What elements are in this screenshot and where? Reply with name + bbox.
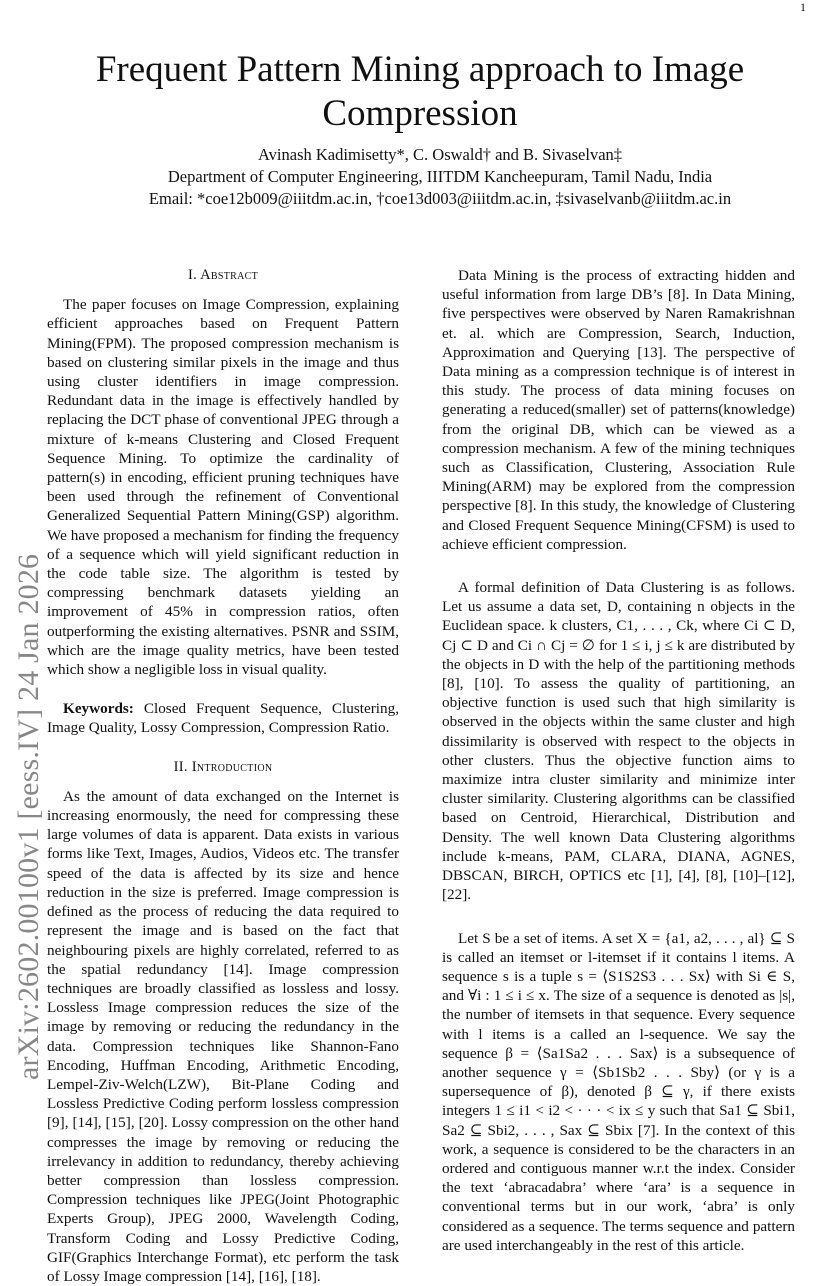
- arxiv-stamp: arXiv:2602.00100v1 [eess.IV] 24 Jan 2026: [12, 553, 45, 1080]
- abstract-heading: I. Abstract: [187, 267, 259, 283]
- author-block: [60, 144, 820, 210]
- clustering-paragraph: A formal definition of Data Clustering is as follows. Let us assume a data set, D, containing n objects in the Euclidean space. k clusters, C1, . . . , Ck, where Ci ⊂ D, Cj ⊂ D and Ci ∩ Cj = ∅ for 1 ≤ i, j ≤ k are distributed by the objects in D with the help of the partitioning methods [8], [10]. To assess the quality of partitioning, an objective function is used such that high similarity is observed in the objects within the same cluster and high dissimilarity is observed with respect to the objects in other clusters. Thus the objective function aims to maximize intra cluster similarity and minimize inter cluster similarity. Clustering algorithms can be classified based on Centroid, Hierarchical, Distribution and Density. The well known Data Clustering algorithms include k-means, PAM, CLARA, DIANA, AGNES, DBSCAN, BIRCH, OPTICS etc [1], [4], [8], [10]–[12], [22].: [442, 579, 795, 904]
- authors-line: Avinash Kadimisetty*, C. Oswald† and B. Sivaselvan‡: [257, 145, 623, 164]
- paper-title: Frequent Pattern Mining approach to Image Compression: [95, 49, 745, 134]
- page-number: 1: [800, 0, 806, 14]
- sequence-paragraph: Let S be a set of items. A set X = {a1, a2, . . . , al} ⊆ S is called an itemset or l-itemset if it contains l items. A sequence s is a tuple s = ⟨S1S2S3 . . . Sx⟩ with Si ∈ S, and ∀i : 1 ≤ i ≤ x. The size of a sequence is denoted as |s|, the number of itemsets in that sequence. Every sequence with l items is a called an l-sequence. We say the sequence β = ⟨Sa1Sa2 . . . Sax⟩ is a subsequence of another sequence γ = ⟨Sb1Sb2 . . . Sby⟩ (or γ is a supersequence of β), denoted β ⊆ γ, if there exists integers 1 ≤ i1 < i2 < · · · < ix ≤ y such that Sa1 ⊆ Sbi1, Sa2 ⊆ Sbi2, . . . , Sax ⊆ Sbix [7]. In the context of this work, a sequence is considered to be the characters in an ordered and contiguous manner w.r.t the index. Consider the text ‘abracadabra’ where ‘ara’ is a sequence in conventional terms but in our work, ‘abra’ is only considered as a sequence. The terms sequence and pattern are used interchangeably in the rest of this article.: [442, 929, 795, 1254]
- keywords-label: Keywords:: [63, 700, 134, 718]
- department-line: Department of Computer Engineering, IIITDM Kancheepuram, Tamil Nadu, India: [167, 167, 713, 186]
- keywords-text: Closed Frequent Sequence, Clustering, Image Quality, Lossy Compression, Compression Ratio.: [47, 700, 399, 737]
- email-line: Email: *coe12b009@iiitdm.ac.in, †coe13d003@iiitdm.ac.in, ‡sivaselvanb@iiitdm.ac.in: [148, 189, 732, 208]
- introduction-heading: II. Introduction: [173, 758, 273, 775]
- introduction-text: As the amount of data exchanged on the Internet is increasing enormously, the need for compressing these large volumes of data is apparent. Data exists in various forms like Text, Images, Audios, Videos etc. The transfer speed of the data is affected by its size and hence reduction in the size is preferred. Image compression is defined as the process of reducing the data required to represent the image and is based on the fact that neighbouring pixels are highly correlated, referred to as the spatial redundancy [14]. Image compression techniques are broadly classified as lossless and lossy. Lossless Image compression reduces the size of the image by removing or reducing the redundancy in the data. Compression techniques like Shannon-Fano Encoding, Huffman Encoding, Arithmetic Encoding, Lempel-Ziv-Welch(LZW), Bit-Plane Coding and Lossless Predictive Coding perform lossless compression [9], [14], [15], [20]. Lossy compression on the other hand compresses the image by removing or reducing the irrelevancy in addition to redundancy, thereby achieving better compression than lossless compression. Compression techniques like JPEG(Joint Photographic Experts Group), JPEG 2000, Wavelength Coding, Transform Coding and Lossy Predictive Coding, GIF(Graphics Interchange Format), etc perform the task of Lossy Image compression [14], [16], [18].: [47, 787, 399, 1285]
- abstract-text: The paper focuses on Image Compression, explaining efficient approaches based on Frequent Pattern Mining(FPM). The proposed compression mechanism is based on clustering similar pixels in the image and thus using cluster identifiers in image compression. Redundant data in the image is effectively handled by replacing the DCT phase of conventional JPEG through a mixture of k-means Clustering and Closed Frequent Sequence Mining. To optimize the cardinality of pattern(s) in encoding, efficient pruning techniques have been used through the refinement of Conventional Generalized Sequential Pattern Mining(GSP) algorithm. We have proposed a mechanism for finding the frequency of a sequence which will yield significant reduction in the code table size. The algorithm is tested by compressing benchmark datasets yielding an improvement of 45% in compression ratios, often outperforming the existing alternatives. PSNR and SSIM, which are the image quality metrics, have been tested which show a negligible loss in visual quality.: [47, 296, 399, 679]
- left-column: [47, 266, 399, 1286]
- data-mining-paragraph: Data Mining is the process of extracting hidden and useful information from large DB’s [8]. In Data Mining, five perspectives were observed by Naren Ramakrishnan et. al. which are Compression, Search, Induction, Approximation and Querying [13]. The perspective of Data mining as a compression technique is of interest in this study. The process of data mining focuses on generating a reduced(smaller) set of patterns(knowledge) from the original DB, which can be viewed as a compression mechanism. A few of the mining techniques such as Classification, Clustering, Association Rule Mining(ARM) may be explored from the compression perspective [8]. In this study, the knowledge of Clustering and Closed Frequent Sequence Mining(CFSM) is used to achieve efficient compression.: [442, 267, 795, 553]
- right-column: [442, 266, 795, 1255]
- keywords: [47, 699, 399, 737]
